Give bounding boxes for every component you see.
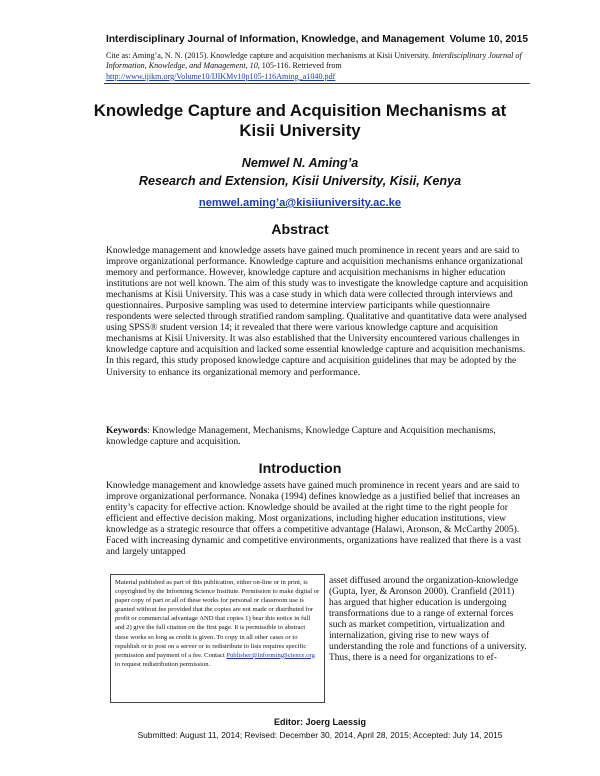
journal-header [106, 34, 528, 45]
submission-dates: Submitted: August 11, 2014; Revised: December 30, 2014, April 28, 2015; Accepted: July 14, 2015 [137, 730, 503, 740]
citation-pages: 105-116. Retrieved from [259, 61, 342, 71]
citation [106, 51, 531, 82]
introduction-text-continued: asset diffused around the organization-knowledge (Gupta, Iyer, & Aronson 2000). Cranfield (2011) has argued that higher education is undergoing transformations due to a range of external forces such as market competition, virtualization and internalization, giving rise to new ways of understanding the role and functions of a university. Thus, there is a need for organizations to ef- [329, 576, 527, 663]
introduction-heading: Introduction [258, 461, 342, 477]
journal-volume: Volume 10, 2015 [449, 34, 528, 45]
copyright-text-end: to request redistribution permission. [115, 660, 211, 668]
author-email [90, 197, 510, 209]
keywords [106, 426, 531, 448]
publisher-email-link[interactable]: Publisher@InformingScience.org [226, 651, 315, 659]
copyright-text: Material published as part of this publication, either on-line or in print, is copyrighted by the Informing Science Institute. Permission to make digital or paper copy of part or all of these works for personal or classroom use is granted without fee provided that the copies are not made or distributed for profit or commercial advantage AND that copies 1) bear this notice in full and 2) give the full citation on the first page. It is permissible to abstract these works so long as credit is given. To copy in all other cases or to republish or to post on a server or to redistribute to lists requires specific permission and payment of a fee. Contact [115, 579, 320, 659]
journal-name: Interdisciplinary Journal of Information, Knowledge, and Management [106, 34, 445, 45]
keywords-label: Keywords [106, 426, 148, 436]
abstract-heading: Abstract [271, 222, 329, 238]
citation-prefix: Cite as: Aming’a, N. N. (2015). Knowledge capture and acquisition mechanisms at Kisii University. [106, 51, 433, 60]
introduction-text: Knowledge management and knowledge assets have gained much prominence in recent years and are said to improve organizational performance. Nonaka (1994) defines knowledge as a justified belief that increases an entity’s capacity for effective action. Knowledge should be availed at the right time to the right people for efficient and effective decision making. Most organizations, including higher education institutions, view knowledge as a strategic resource that offers a competitive advantage (Halawi, Aronson, & McCarthy 2005). Faced with increasing dynamic and competitive environments, organizations have realized that there is a vast and largely untapped [106, 481, 522, 558]
keywords-text: : Knowledge Management, Mechanisms, Knowledge Capture and Acquisition mechanisms, knowledge capture and acquisition. [106, 426, 496, 448]
citation-url-link[interactable]: http://www.ijikm.org/Volume10/IJIKMv10p105-116Aming_a1040.pdf [106, 71, 336, 81]
abstract-text: Knowledge management and knowledge assets have gained much prominence in recent years and are said to improve organizational performance. Knowledge capture and acquisition mechanisms enhance organizational memory and performance. However, knowledge capture and acquisition mechanisms in higher education institutions are not well known. The aim of this study was to investigate the knowledge capture and acquisition mechanisms at Kisii University. This was a case study in which data were collected through interviews and questionnaires. Purposive sampling was used to determine interview participants while questionnaire respondents were selected through stratified random sampling. Qualitative and quantitative data were analysed using SPSS® student version 14; it revealed that there were various knowledge capture and acquisition mechanisms at Kisii University. It was also established that the University encountered various challenges in knowledge capture and acquisition and lacked some essential knowledge capture and acquisition mechanisms. In this regard, this study proposed knowledge capture and acquisition guidelines that may be adopted by the University to enhance its organizational memory and performance. [106, 246, 528, 378]
header-divider [104, 83, 530, 84]
copyright-notice-box [110, 574, 325, 703]
paper-title: Knowledge Capture and Acquisition Mechanisms at Kisii University [93, 101, 507, 140]
author-affiliation: Research and Extension, Kisii University, Kisii, Kenya [138, 174, 462, 188]
copyright-notice [115, 578, 320, 669]
author-name: Nemwel N. Aming’a [241, 156, 359, 170]
email-link[interactable]: nemwel.aming’a@kisiiuniversity.ac.ke [198, 197, 402, 209]
editor-line: Editor: Joerg Laessig [273, 717, 367, 727]
citation-journal: Interdisciplinary Journal of Information, Knowledge, and Management, 10, [106, 51, 522, 71]
